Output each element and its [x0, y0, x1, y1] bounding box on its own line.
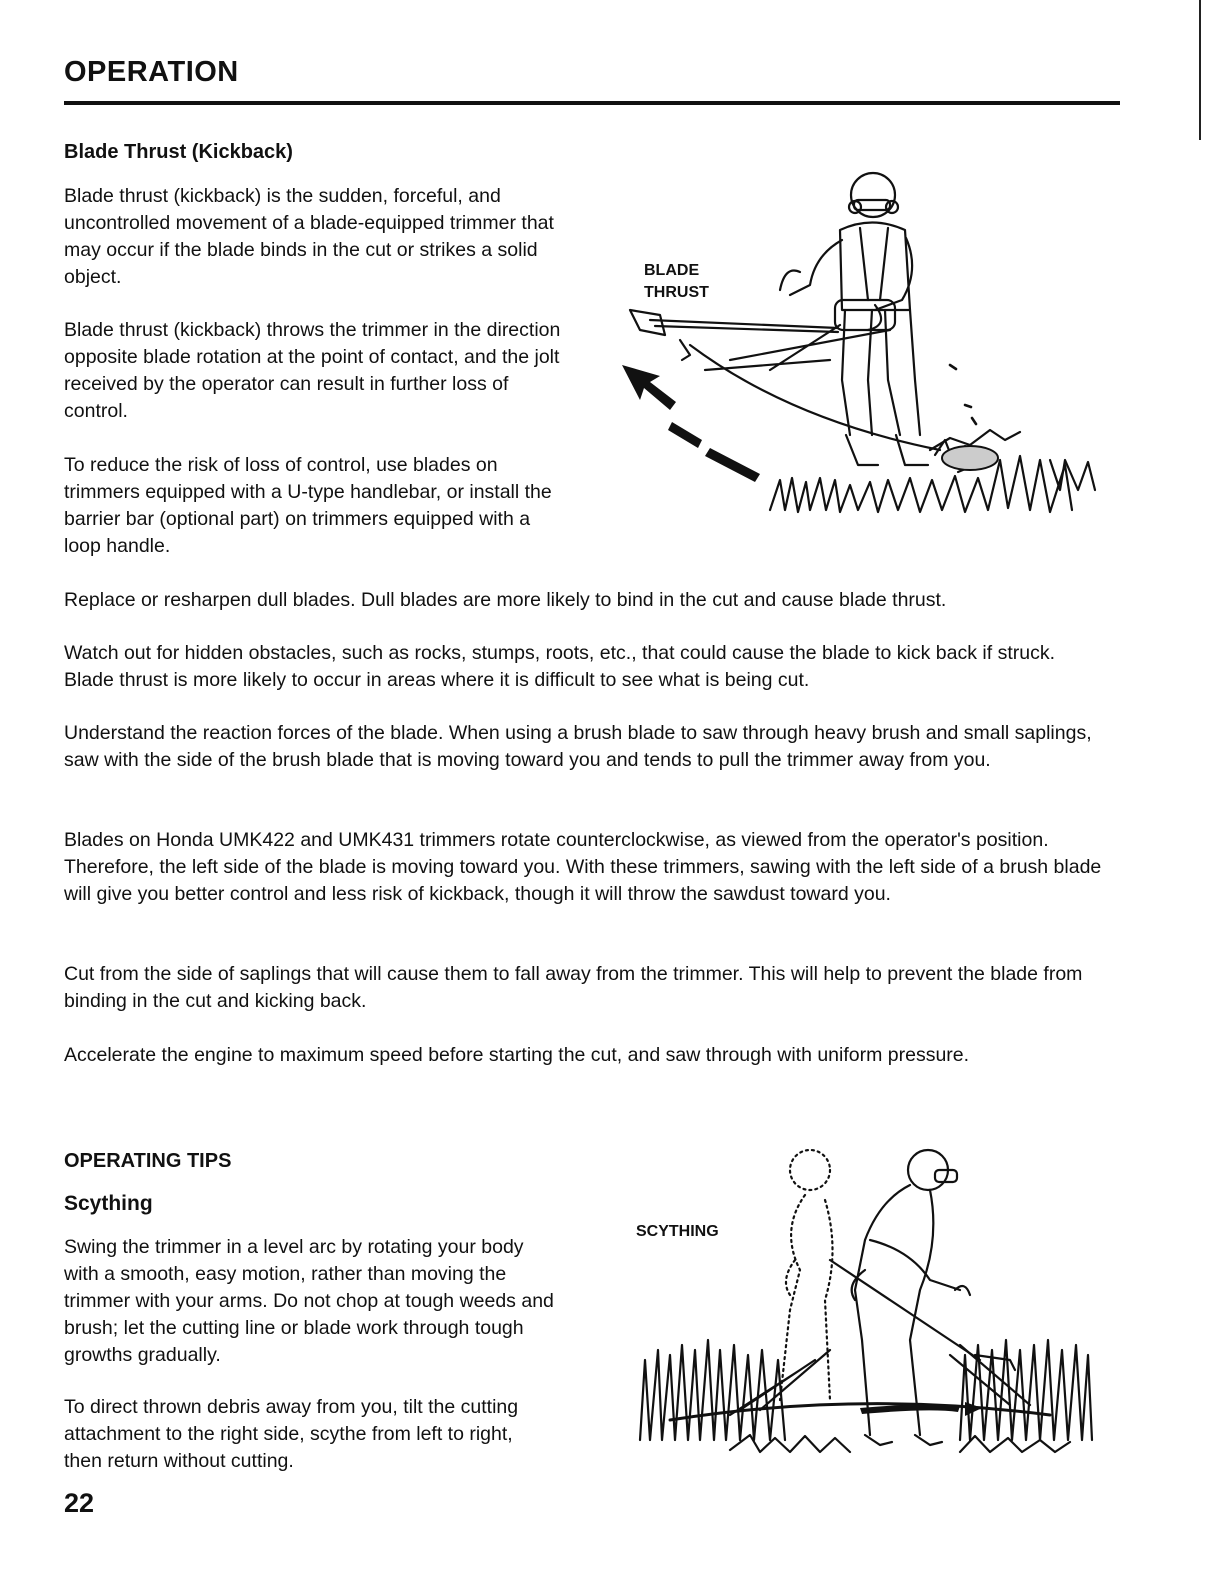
- paragraph-reaction-forces: Understand the reaction forces of the blade. When using a brush blade to saw through heavy brush and small saplings, saw with the side of the brush blade that is moving toward you and tends to pull the trimmer away from you.: [64, 722, 1092, 771]
- blade-thrust-paragraph-2: Blade thrust (kickback) throws the trimmer in the direction opposite blade rotation at the point of contact, and the jolt received by the operator can result in further loss of control.: [64, 319, 561, 422]
- scything-figure-label: SCYTHING: [636, 1223, 719, 1240]
- blade-thrust-paragraph-3: To reduce the risk of loss of control, use blades on trimmers equipped with a U-type handlebar, or install the barrier bar (optional part) on trimmers equipped with a loop handle.: [64, 454, 552, 557]
- scything-heading: Scything: [64, 1192, 153, 1215]
- paragraph-blade-rotation: Blades on Honda UMK422 and UMK431 trimmers rotate counterclockwise, as viewed from the operator's position. Therefore, the left side of the blade is moving toward you. With these trimmers, sawing with the left side of a brush blade will give you better control and less risk of kickback, though it will throw the sawdust toward you.: [64, 829, 1102, 905]
- thrust-arrow: [622, 365, 760, 482]
- trimmer-blade-head: [630, 310, 665, 335]
- paragraph-hidden-obstacles: Watch out for hidden obstacles, such as rocks, stumps, roots, etc., that could cause the blade to kick back if struck. Blade thrust is more likely to occur in areas where it is difficult to see what is being cut.: [64, 642, 1055, 691]
- page-number: 22: [64, 1488, 95, 1518]
- section-title: OPERATION: [64, 56, 239, 88]
- scything-paragraph-2: To direct thrown debris away from you, tilt the cutting attachment to the right side, scythe from left to right, then return without cutting.: [64, 1396, 519, 1472]
- operator-body: [855, 1185, 933, 1435]
- paragraph-dull-blades: Replace or resharpen dull blades. Dull blades are more likely to bind in the cut and cause blade thrust.: [64, 589, 947, 611]
- scything-paragraph-1: Swing the trimmer in a level arc by rotating your body with a smooth, easy motion, rather than moving the trimmer with your arms. Do not chop at tough weeds and brush; let the cutting line or blade work through tough growths gradually.: [64, 1236, 554, 1366]
- ghost-operator: [780, 1150, 833, 1400]
- blade-thrust-label-line2: THRUST: [644, 284, 709, 301]
- blade-thrust-illustration: [610, 160, 1110, 550]
- blade-thrust-paragraph-1: Blade thrust (kickback) is the sudden, forceful, and uncontrolled movement of a blade-equipped trimmer that may occur if the blade binds in the cut or strikes a solid object.: [64, 185, 554, 288]
- scything-illustration: [630, 1140, 1100, 1470]
- operator-torso: [840, 223, 910, 311]
- blade-disc: [942, 446, 998, 470]
- trimmer-shaft: [830, 1260, 980, 1360]
- paragraph-accelerate: Accelerate the engine to maximum speed before starting the cut, and saw through with uniform pressure.: [64, 1044, 970, 1066]
- header-rule: [64, 101, 1120, 105]
- scan-edge-mark: [1199, 0, 1201, 140]
- blade-thrust-label-line1: BLADE: [644, 262, 700, 279]
- blade-thrust-heading: Blade Thrust (Kickback): [64, 141, 293, 163]
- paragraph-saplings: Cut from the side of saplings that will cause them to fall away from the trimmer. This will help to prevent the blade from binding in the cut and kicking back.: [64, 963, 1083, 1012]
- operating-tips-heading: OPERATING TIPS: [64, 1150, 232, 1172]
- grass-left: [640, 1340, 785, 1440]
